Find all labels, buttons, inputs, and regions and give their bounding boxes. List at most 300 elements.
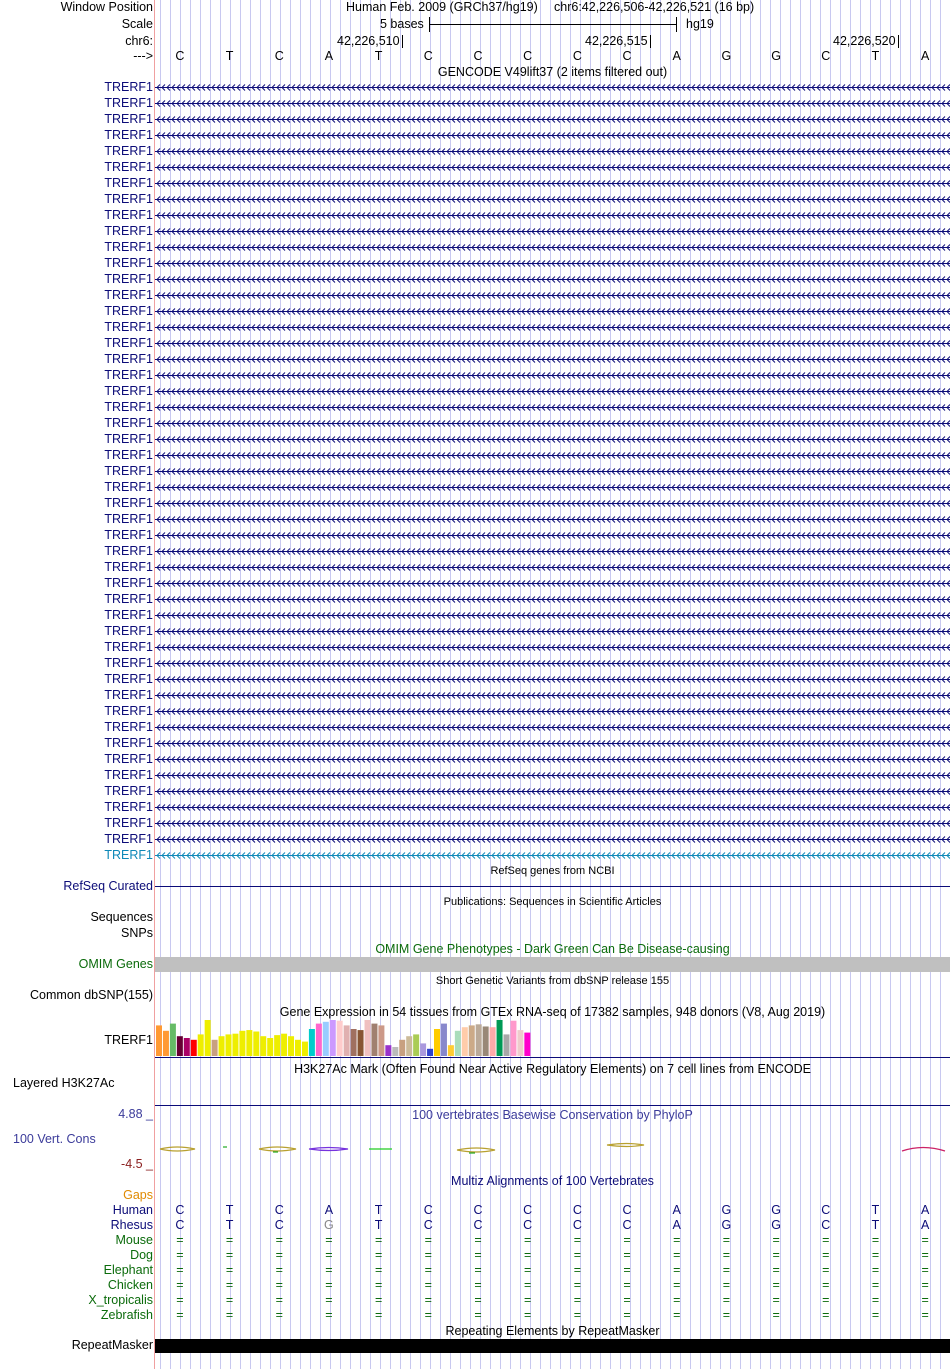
gencode-transcript[interactable] [155,819,950,828]
multiz-base: = [225,1263,234,1277]
multiz-base: = [772,1263,780,1277]
phylop-signal-segment [607,1144,644,1147]
reference-base: C [473,49,483,63]
repeatmasker-track-title[interactable]: Repeating Elements by RepeatMasker [445,1324,660,1338]
multiz-base: C [423,1218,433,1232]
gtex-tissue-bar[interactable] [212,1040,218,1056]
multiz-base: = [921,1308,929,1322]
multiz-species-label[interactable]: Mouse [115,1233,153,1247]
refseq-label[interactable]: RefSeq Curated [63,879,153,893]
gencode-gene-label[interactable]: TRERF1 [104,128,153,142]
gtex-tissue-bar[interactable] [219,1036,225,1056]
gencode-transcript[interactable] [155,659,950,668]
gtex-tissue-bar[interactable] [288,1036,294,1056]
multiz-base: = [623,1248,631,1262]
gencode-track-title[interactable]: GENCODE V49lift37 (2 items filtered out) [437,65,668,79]
gencode-transcript[interactable] [155,307,950,316]
gencode-transcript[interactable] [155,691,950,700]
reference-base: T [871,49,880,63]
multiz-base: A [920,1218,930,1232]
gencode-gene-label[interactable]: TRERF1 [104,112,153,126]
multiz-base: G [721,1218,732,1232]
multiz-gaps-label: Gaps [123,1188,153,1202]
gencode-transcript[interactable] [155,195,950,204]
gencode-transcript[interactable] [155,131,950,140]
gtex-tissue-bar[interactable] [344,1025,350,1056]
multiz-base: = [623,1278,631,1292]
gencode-gene-label[interactable]: TRERF1 [104,256,153,270]
gencode-transcript[interactable] [155,787,950,796]
multiz-track-title[interactable]: Multiz Alignments of 100 Vertebrates [451,1174,654,1188]
reference-base: C [274,49,284,63]
gtex-tissue-bar[interactable] [260,1036,266,1056]
gencode-gene-label[interactable]: TRERF1 [104,160,153,174]
gencode-transcript[interactable] [155,387,950,396]
gencode-gene-label[interactable]: TRERF1 [104,320,153,334]
omim-track-title[interactable]: OMIM Gene Phenotypes - Dark Green Can Be Disease-causing [375,942,730,956]
gencode-transcript[interactable] [155,851,950,860]
multiz-base: C [572,1218,582,1232]
gtex-tissue-bar[interactable] [413,1034,419,1056]
gencode-gene-label[interactable]: TRERF1 [104,528,153,542]
gtex-tissue-bar[interactable] [156,1025,162,1056]
publications-sequences-label[interactable]: Sequences [90,910,153,924]
multiz-base: = [722,1278,731,1292]
multiz-species-label[interactable]: Rhesus [110,1218,153,1232]
multiz-base: = [722,1233,731,1247]
multiz-species-label[interactable]: Chicken [107,1278,153,1292]
gencode-gene-label[interactable]: TRERF1 [104,80,153,94]
gencode-gene-label[interactable]: TRERF1 [104,576,153,590]
multiz-base: T [871,1218,880,1232]
gtex-tissue-bar[interactable] [524,1033,530,1056]
phylop-signal[interactable] [155,1135,950,1165]
gencode-transcript[interactable] [155,755,950,764]
gencode-gene-label[interactable]: TRERF1 [104,480,153,494]
reference-base: C [622,49,632,63]
refseq-gene-line[interactable] [155,886,950,887]
gtex-tissue-bar[interactable] [510,1021,516,1056]
gencode-transcript[interactable] [155,515,950,524]
multiz-base: = [225,1278,234,1292]
multiz-base: = [573,1233,581,1247]
multiz-base: = [374,1278,383,1292]
multiz-base: T [374,1218,383,1232]
gtex-tissue-bar[interactable] [253,1032,259,1056]
multiz-base: = [673,1278,681,1292]
gencode-transcript[interactable] [155,739,950,748]
gtex-tissue-bar[interactable] [337,1021,343,1056]
gtex-tissue-bar[interactable] [177,1036,183,1056]
gencode-transcript[interactable] [155,451,950,460]
gtex-tissue-bar[interactable] [476,1024,482,1056]
gtex-baseline [155,1057,950,1058]
scale-bar-left-tick [429,17,430,32]
gencode-transcript[interactable] [155,531,950,540]
gtex-tissue-bar[interactable] [497,1020,503,1056]
gtex-bar-graph[interactable] [155,1020,950,1058]
scale-bar [429,24,677,25]
gencode-gene-label[interactable]: TRERF1 [104,544,153,558]
gencode-gene-label[interactable]: TRERF1 [104,288,153,302]
gtex-tissue-bar[interactable] [351,1029,357,1056]
gencode-transcript[interactable] [155,339,950,348]
gtex-tissue-bar[interactable] [295,1040,301,1056]
gencode-gene-label[interactable]: TRERF1 [104,368,153,382]
gtex-tissue-bar[interactable] [281,1034,287,1056]
multiz-base: = [871,1293,880,1307]
gencode-transcript[interactable] [155,547,950,556]
gencode-transcript[interactable] [155,291,950,300]
gtex-tissue-bar[interactable] [323,1022,329,1056]
multiz-base: = [822,1308,830,1322]
chrom-label: chr6: [125,34,153,48]
gencode-transcript[interactable] [155,563,950,572]
multiz-base: C [274,1203,284,1217]
gencode-transcript[interactable] [155,275,950,284]
gencode-transcript[interactable] [155,483,950,492]
multiz-species-label[interactable]: X_tropicalis [88,1293,153,1307]
multiz-base: = [722,1308,731,1322]
multiz-base: G [771,1218,781,1232]
gencode-gene-label[interactable]: TRERF1 [104,768,153,782]
gencode-gene-label[interactable]: TRERF1 [104,672,153,686]
position-text[interactable]: chr6:42,226,506-42,226,521 (16 bp) [554,0,755,14]
ruler-tick [402,35,403,48]
multiz-base: = [474,1263,482,1277]
gencode-transcript[interactable] [155,835,950,844]
multiz-base: = [176,1263,184,1277]
gencode-gene-label[interactable]: TRERF1 [104,192,153,206]
multiz-base: = [921,1278,929,1292]
gencode-transcript[interactable] [155,403,950,412]
multiz-base: = [275,1263,283,1277]
multiz-base: = [524,1278,532,1292]
gencode-gene-label[interactable]: TRERF1 [104,400,153,414]
phylop-max-label: 4.88 _ [118,1107,153,1121]
multiz-base: = [325,1263,333,1277]
multiz-base: = [176,1308,184,1322]
gencode-gene-label[interactable]: TRERF1 [104,592,153,606]
multiz-species-label[interactable]: Human [112,1203,153,1217]
multiz-base: A [672,1218,681,1232]
multiz-base: T [374,1203,383,1217]
gencode-transcript[interactable] [155,211,950,220]
phylop-label[interactable]: 100 Vert. Cons [13,1132,96,1146]
gencode-gene-label[interactable]: TRERF1 [104,832,153,846]
multiz-base: = [374,1293,383,1307]
gencode-transcript[interactable] [155,771,950,780]
multiz-base: = [176,1233,184,1247]
gencode-transcript[interactable] [155,675,950,684]
gencode-gene-label[interactable]: TRERF1 [104,176,153,190]
gencode-gene-label[interactable]: TRERF1 [104,432,153,446]
gtex-tissue-bar[interactable] [239,1031,245,1056]
gtex-tissue-bar[interactable] [441,1024,447,1056]
gencode-gene-label[interactable]: TRERF1 [104,720,153,734]
gencode-gene-label[interactable]: TRERF1 [104,352,153,366]
gencode-gene-label[interactable]: TRERF1 [104,464,153,478]
gencode-transcript[interactable] [155,803,950,812]
multiz-base: = [822,1233,830,1247]
gtex-tissue-bar[interactable] [371,1024,377,1056]
dbsnp-track-title[interactable]: Short Genetic Variants from dbSNP release 155 [435,975,670,987]
gencode-gene-label[interactable]: TRERF1 [104,240,153,254]
gtex-tissue-bar[interactable] [184,1038,190,1056]
gtex-tissue-bar[interactable] [246,1030,252,1056]
multiz-base: C [821,1203,831,1217]
gencode-transcript[interactable] [155,179,950,188]
publications-track-title[interactable]: Publications: Sequences in Scientific Articles [443,896,662,908]
multiz-base: C [523,1218,533,1232]
scale-text: 5 bases [380,17,424,31]
refseq-track-title[interactable]: RefSeq genes from NCBI [490,865,615,877]
multiz-base: C [274,1218,284,1232]
gencode-transcript[interactable] [155,579,950,588]
publications-snps-label[interactable]: SNPs [121,926,153,940]
multiz-base: = [573,1308,581,1322]
multiz-base: = [673,1308,681,1322]
phylop-min-label: -4.5 _ [121,1157,153,1171]
gtex-tissue-bar[interactable] [504,1034,510,1056]
gencode-gene-label[interactable]: TRERF1 [104,304,153,318]
multiz-base: = [573,1293,581,1307]
gtex-tissue-bar[interactable] [420,1043,426,1056]
gencode-transcript[interactable] [155,419,950,428]
gencode-transcript[interactable] [155,323,950,332]
ruler-tick [650,35,651,48]
gtex-tissue-bar[interactable] [191,1040,197,1056]
reference-base: C [821,49,831,63]
repeatmasker-label[interactable]: RepeatMasker [71,1338,153,1352]
gtex-tissue-bar[interactable] [469,1025,475,1056]
gtex-tissue-bar[interactable] [483,1026,489,1056]
multiz-base: C [622,1203,632,1217]
multiz-base: = [275,1278,283,1292]
multiz-base: = [524,1308,532,1322]
gtex-tissue-bar[interactable] [267,1038,273,1056]
multiz-base: C [622,1218,632,1232]
gtex-tissue-bar[interactable] [274,1035,280,1056]
gencode-transcript[interactable] [155,499,950,508]
reference-base: C [175,49,185,63]
ruler-tick-label: 42,226,510 [337,34,400,48]
gtex-track-title[interactable]: Gene Expression in 54 tissues from GTEx RNA-seq of 17382 samples, 948 donors (V8, Aug 2019) [279,1005,826,1019]
multiz-base: = [623,1233,631,1247]
multiz-base: = [176,1248,184,1262]
gtex-tissue-bar[interactable] [462,1027,468,1056]
gtex-tissue-bar[interactable] [399,1040,405,1056]
gtex-tissue-bar[interactable] [406,1036,412,1056]
gencode-transcript[interactable] [155,643,950,652]
gtex-tissue-bar[interactable] [309,1029,315,1056]
gencode-gene-label[interactable]: TRERF1 [104,272,153,286]
gencode-gene-label[interactable]: TRERF1 [104,656,153,670]
gtex-tissue-bar[interactable] [232,1034,238,1056]
gencode-transcript[interactable] [155,243,950,252]
gencode-transcript[interactable] [155,627,950,636]
multiz-species-label[interactable]: Zebrafish [100,1308,153,1322]
multiz-base: C [175,1218,185,1232]
gencode-transcript[interactable] [155,147,950,156]
gencode-transcript[interactable] [155,707,950,716]
multiz-base: = [722,1248,731,1262]
multiz-species-label[interactable]: Dog [130,1248,153,1262]
multiz-base: = [474,1248,482,1262]
gencode-gene-label[interactable]: TRERF1 [104,640,153,654]
gencode-gene-label[interactable]: TRERF1 [104,560,153,574]
gencode-gene-label[interactable]: TRERF1 [104,816,153,830]
gencode-transcript[interactable] [155,163,950,172]
gtex-tissue-bar[interactable] [330,1020,336,1056]
reference-base: T [374,49,383,63]
multiz-base: = [871,1278,880,1292]
multiz-base: = [474,1233,482,1247]
multiz-base: = [822,1278,830,1292]
multiz-base: A [324,1203,334,1217]
multiz-base: = [871,1233,880,1247]
multiz-base: C [821,1218,831,1232]
gtex-tissue-bar[interactable] [302,1042,308,1056]
gtex-tissue-bar[interactable] [385,1045,391,1056]
scale-db: hg19 [686,17,714,31]
gencode-gene-label[interactable]: TRERF1 [104,512,153,526]
multiz-base: = [524,1248,532,1262]
multiz-base: = [772,1293,780,1307]
gencode-transcript[interactable] [155,723,950,732]
gencode-gene-label[interactable]: TRERF1 [104,416,153,430]
gencode-gene-label[interactable]: TRERF1 [104,800,153,814]
gencode-transcript[interactable] [155,467,950,476]
multiz-base: = [871,1308,880,1322]
gtex-tissue-bar[interactable] [226,1034,232,1056]
gencode-gene-label[interactable]: TRERF1 [104,784,153,798]
reference-base: C [523,49,533,63]
gtex-tissue-bar[interactable] [378,1025,384,1056]
gencode-gene-label[interactable]: TRERF1 [104,208,153,222]
multiz-base: T [225,1218,234,1232]
gencode-transcript[interactable] [155,595,950,604]
multiz-base: = [772,1278,780,1292]
gtex-tissue-bar[interactable] [455,1031,461,1056]
gencode-gene-label[interactable]: TRERF1 [104,736,153,750]
gtex-tissue-bar[interactable] [392,1047,398,1056]
gencode-transcript[interactable] [155,115,950,124]
omim-gene-bar[interactable] [155,957,950,972]
strand-label: ---> [133,49,153,63]
omim-label[interactable]: OMIM Genes [78,957,153,971]
multiz-base: G [324,1218,334,1232]
gencode-gene-label[interactable]: TRERF1 [104,608,153,622]
phylop-signal-segment [160,1147,195,1151]
ruler-tick-label: 42,226,515 [585,34,648,48]
gencode-gene-label[interactable]: TRERF1 [104,96,153,110]
gencode-transcript[interactable] [155,83,950,92]
h3k27ac-track-title[interactable]: H3K27Ac Mark (Often Found Near Active Regulatory Elements) on 7 cell lines from ENCODE [294,1062,811,1076]
multiz-base: = [325,1248,333,1262]
gtex-tissue-bar[interactable] [358,1030,364,1056]
gtex-tissue-bar[interactable] [517,1030,523,1056]
multiz-base: = [623,1308,631,1322]
multiz-base: = [772,1233,780,1247]
gencode-transcript[interactable] [155,259,950,268]
gtex-tissue-bar[interactable] [163,1031,169,1056]
gtex-tissue-bar[interactable] [490,1027,496,1056]
gencode-gene-label[interactable]: TRERF1 [104,336,153,350]
multiz-base: = [225,1293,234,1307]
gencode-gene-label[interactable]: TRERF1 [104,688,153,702]
multiz-base: C [572,1203,582,1217]
multiz-base: = [573,1263,581,1277]
gencode-gene-label[interactable]: TRERF1 [104,848,153,862]
gencode-transcript[interactable] [155,371,950,380]
gtex-tissue-bar[interactable] [448,1045,454,1056]
phylop-signal-segment [457,1148,495,1152]
phylop-track-title[interactable]: 100 vertebrates Basewise Conservation by PhyloP [412,1108,693,1122]
gencode-gene-label[interactable]: TRERF1 [104,752,153,766]
multiz-base: = [225,1308,234,1322]
gencode-transcript[interactable] [155,227,950,236]
multiz-base: = [176,1278,184,1292]
gencode-transcript[interactable] [155,355,950,364]
gencode-gene-label[interactable]: TRERF1 [104,496,153,510]
gencode-transcript[interactable] [155,611,950,620]
ruler-tick-label: 42,226,520 [833,34,896,48]
gtex-tissue-bar[interactable] [205,1020,211,1056]
gencode-gene-label[interactable]: TRERF1 [104,624,153,638]
phylop-signal-segment [902,1148,945,1152]
gtex-tissue-bar[interactable] [365,1020,371,1056]
multiz-base: A [920,1203,930,1217]
assembly-text[interactable]: Human Feb. 2009 (GRCh37/hg19) [346,0,538,14]
multiz-base: = [673,1248,681,1262]
gencode-gene-label[interactable]: TRERF1 [104,704,153,718]
gtex-tissue-bar[interactable] [316,1024,322,1056]
multiz-base: = [623,1293,631,1307]
repeatmasker-element-bar[interactable] [155,1339,950,1353]
gtex-tissue-bar[interactable] [427,1049,433,1056]
multiz-species-label[interactable]: Elephant [103,1263,153,1277]
reference-base: C [572,49,582,63]
multiz-base: = [573,1248,581,1262]
reference-base: G [721,49,732,63]
gencode-gene-label[interactable]: TRERF1 [104,144,153,158]
gtex-tissue-bar[interactable] [198,1034,204,1056]
multiz-base: = [424,1308,432,1322]
multiz-base: T [871,1203,880,1217]
multiz-base: G [771,1203,781,1217]
multiz-base: = [225,1248,234,1262]
reference-base: T [225,49,234,63]
dbsnp-label[interactable]: Common dbSNP(155) [30,988,153,1002]
multiz-base: = [573,1278,581,1292]
gencode-transcript[interactable] [155,435,950,444]
multiz-base: = [325,1233,333,1247]
gtex-gene-label[interactable]: TRERF1 [104,1033,153,1047]
h3k27ac-label[interactable]: Layered H3K27Ac [13,1076,115,1090]
multiz-base: = [921,1233,929,1247]
multiz-base: = [921,1293,929,1307]
gencode-gene-label[interactable]: TRERF1 [104,224,153,238]
multiz-base: = [524,1233,532,1247]
gtex-tissue-bar[interactable] [170,1024,176,1056]
multiz-base: = [275,1248,283,1262]
gencode-gene-label[interactable]: TRERF1 [104,384,153,398]
gtex-tissue-bar[interactable] [434,1029,440,1056]
scale-bar-right-tick [676,17,677,32]
gencode-transcript[interactable] [155,99,950,108]
gencode-gene-label[interactable]: TRERF1 [104,448,153,462]
